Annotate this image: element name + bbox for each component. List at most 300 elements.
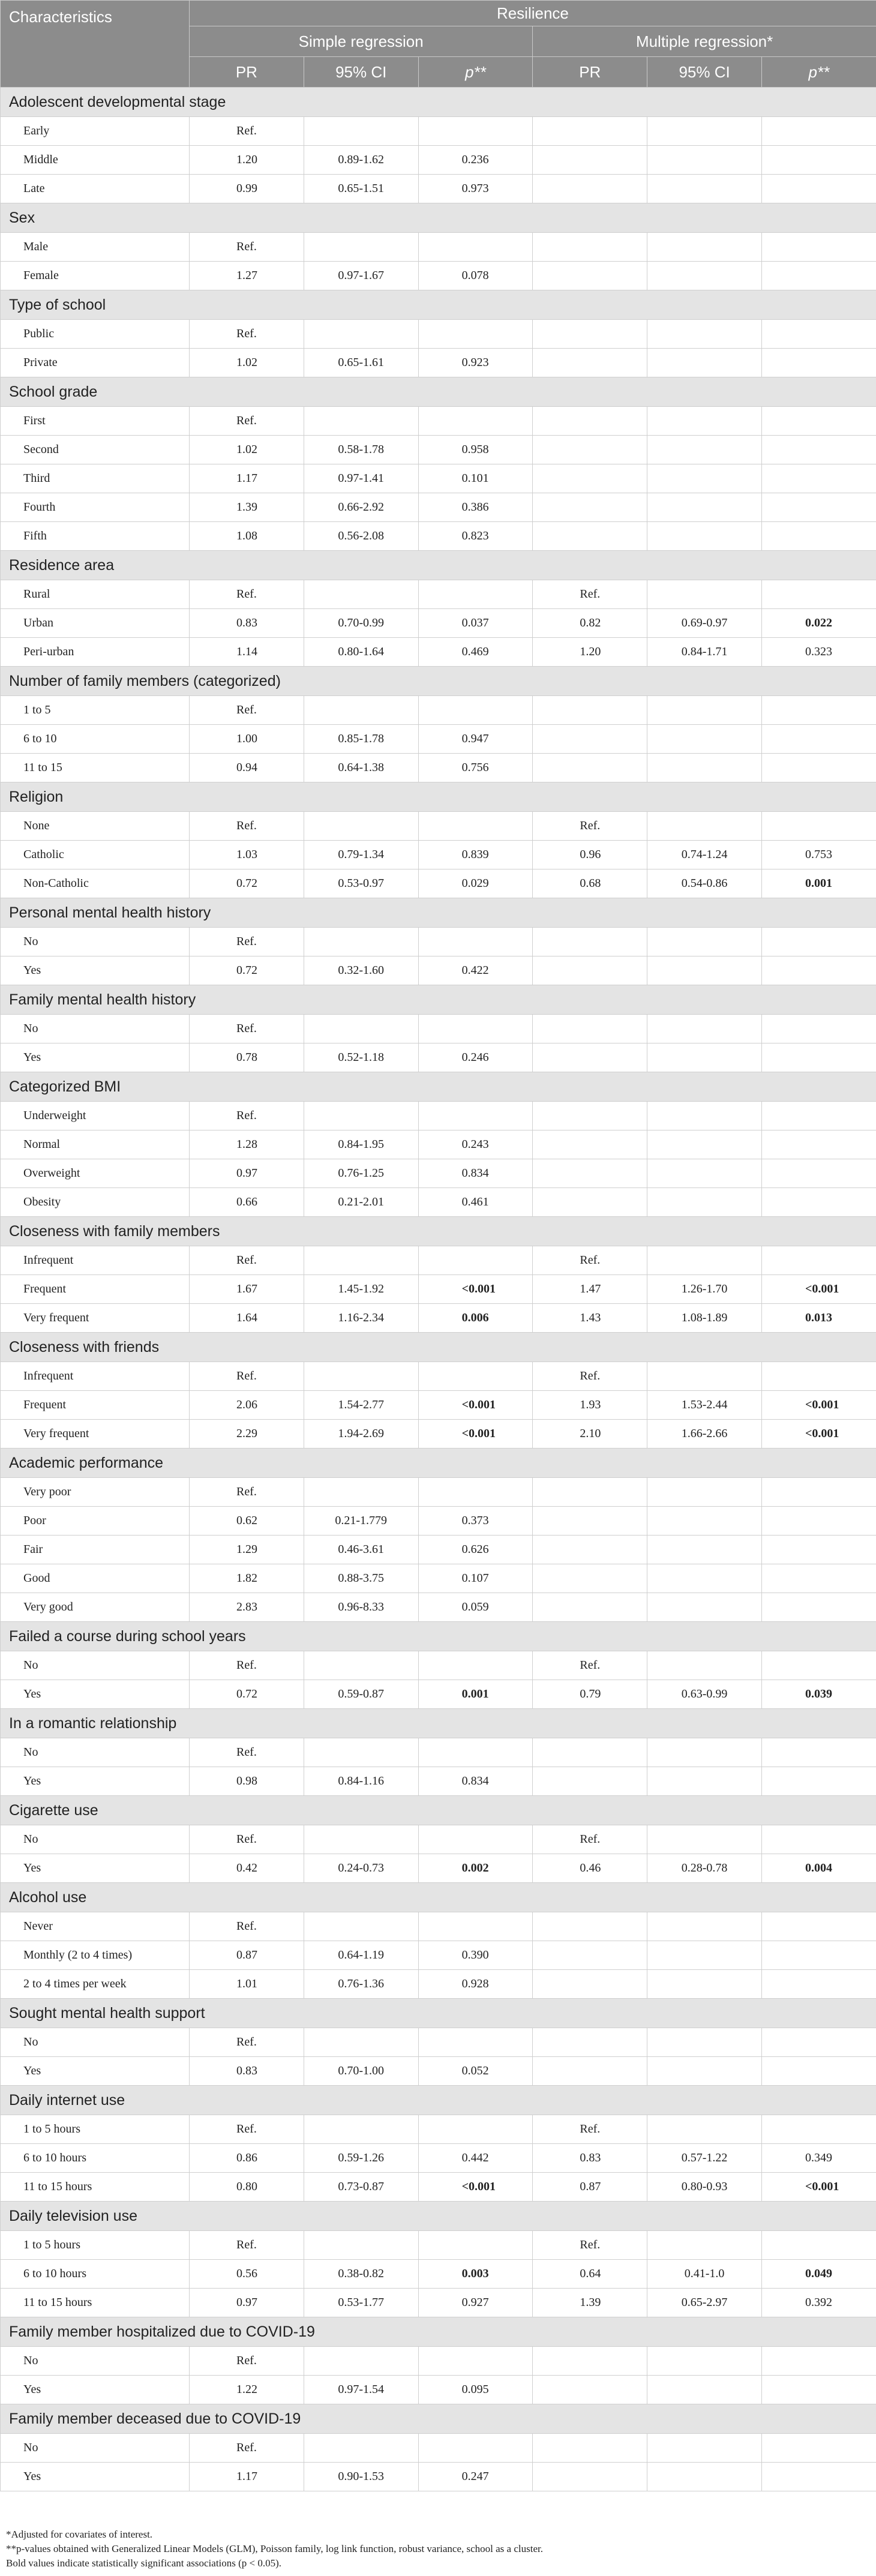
row-label: Frequent [1, 1275, 190, 1304]
multiple-pr-cell: 0.83 [533, 2144, 647, 2173]
table-row [1, 956, 876, 985]
simple-ci-cell: 0.32-1.60 [304, 956, 418, 985]
table-row [1, 2376, 876, 2404]
multiple-p-value-cell [761, 956, 876, 985]
simple-p-value-cell [418, 1102, 533, 1130]
row-label: 2 to 4 times per week [1, 1970, 190, 1999]
simple-ci-cell: 0.52-1.18 [304, 1043, 418, 1072]
simple-pr-cell: Ref. [190, 2231, 304, 2260]
multiple-ci-cell [647, 1825, 762, 1854]
simple-pr-cell: Ref. [190, 1362, 304, 1391]
simple-p-value-cell: 0.247 [418, 2463, 533, 2491]
simple-p-header: p** [418, 57, 533, 88]
row-label: Yes [1, 1767, 190, 1796]
table-row [1, 1680, 876, 1709]
simple-ci-cell: 0.84-1.95 [304, 1130, 418, 1159]
multiple-pr-cell: 0.82 [533, 609, 647, 638]
row-label: Normal [1, 1130, 190, 1159]
section-row [1, 88, 876, 117]
multiple-pr-cell: 0.68 [533, 869, 647, 898]
simple-pr-cell: Ref. [190, 1825, 304, 1854]
simple-ci-cell: 0.97-1.54 [304, 2376, 418, 2404]
simple-pr-cell: 0.56 [190, 2260, 304, 2289]
multiple-p-value-cell [761, 320, 876, 349]
simple-p-value-cell [418, 1015, 533, 1043]
simple-p-value-cell: <0.001 [418, 2173, 533, 2202]
simple-ci-header: 95% CI [304, 57, 418, 88]
row-label: No [1, 928, 190, 956]
row-label: 11 to 15 hours [1, 2289, 190, 2317]
multiple-p-value-cell [761, 1651, 876, 1680]
multiple-p-value-cell [761, 2463, 876, 2491]
row-label: Very good [1, 1593, 190, 1622]
simple-pr-cell: 1.29 [190, 1536, 304, 1564]
section-title: Closeness with family members [1, 1217, 876, 1246]
row-label: Very poor [1, 1478, 190, 1507]
multiple-p-value-cell: 0.392 [761, 2289, 876, 2317]
simple-p-value-cell: 0.390 [418, 1941, 533, 1970]
section-row [1, 2086, 876, 2115]
section-title: Alcohol use [1, 1883, 876, 1912]
simple-pr-cell: 0.94 [190, 754, 304, 782]
simple-pr-cell: 0.72 [190, 869, 304, 898]
table-row [1, 175, 876, 203]
multiple-pr-cell [533, 146, 647, 175]
table-row [1, 1159, 876, 1188]
simple-ci-cell [304, 1478, 418, 1507]
simple-ci-cell: 0.90-1.53 [304, 2463, 418, 2491]
table-row [1, 841, 876, 869]
row-label: Good [1, 1564, 190, 1593]
simple-ci-cell [304, 812, 418, 841]
simple-pr-cell: Ref. [190, 233, 304, 262]
simple-p-value-cell [418, 320, 533, 349]
multiple-pr-cell [533, 436, 647, 464]
section-title: Adolescent developmental stage [1, 88, 876, 117]
simple-p-value-cell: 0.386 [418, 493, 533, 522]
section-title: Sex [1, 203, 876, 233]
multiple-ci-cell [647, 1912, 762, 1941]
simple-p-value-cell [418, 1478, 533, 1507]
simple-pr-cell: Ref. [190, 2347, 304, 2376]
simple-p-value-cell [418, 2028, 533, 2057]
simple-ci-cell: 0.97-1.41 [304, 464, 418, 493]
multiple-p-value-cell [761, 928, 876, 956]
multiple-ci-cell [647, 2463, 762, 2491]
simple-pr-cell: 0.62 [190, 1507, 304, 1536]
simple-p-value-cell [418, 580, 533, 609]
simple-pr-cell: Ref. [190, 407, 304, 436]
multiple-p-value-cell [761, 349, 876, 377]
multiple-p-value-cell [761, 2347, 876, 2376]
multiple-ci-cell [647, 146, 762, 175]
multiple-ci-cell [647, 1130, 762, 1159]
row-label: Yes [1, 1680, 190, 1709]
multiple-ci-cell [647, 233, 762, 262]
multiple-p-value-cell [761, 1767, 876, 1796]
row-label: No [1, 2028, 190, 2057]
table-row [1, 2028, 876, 2057]
simple-p-value-cell [418, 812, 533, 841]
simple-pr-cell: 0.80 [190, 2173, 304, 2202]
table-row [1, 696, 876, 725]
multiple-ci-header: 95% CI [647, 57, 762, 88]
row-label: Monthly (2 to 4 times) [1, 1941, 190, 1970]
multiple-pr-cell [533, 262, 647, 290]
row-label: 6 to 10 hours [1, 2260, 190, 2289]
simple-ci-cell [304, 1015, 418, 1043]
multiple-ci-cell [647, 1564, 762, 1593]
table-row [1, 2057, 876, 2086]
row-label: 6 to 10 hours [1, 2144, 190, 2173]
simple-ci-cell: 0.89-1.62 [304, 146, 418, 175]
simple-pr-cell: Ref. [190, 1246, 304, 1275]
multiple-p-value-cell [761, 2231, 876, 2260]
multiple-ci-cell: 1.26-1.70 [647, 1275, 762, 1304]
row-label: Late [1, 175, 190, 203]
section-row [1, 2202, 876, 2231]
simple-pr-cell: 0.97 [190, 1159, 304, 1188]
table-row [1, 1854, 876, 1883]
simple-pr-cell: Ref. [190, 1651, 304, 1680]
multiple-ci-cell [647, 1941, 762, 1970]
multiple-pr-cell [533, 928, 647, 956]
multiple-pr-cell [533, 1912, 647, 1941]
simple-pr-cell: 2.29 [190, 1420, 304, 1449]
simple-ci-cell: 0.85-1.78 [304, 725, 418, 754]
table-row [1, 580, 876, 609]
multiple-ci-cell [647, 1362, 762, 1391]
multiple-pr-cell [533, 117, 647, 146]
table-row [1, 1015, 876, 1043]
multiple-pr-cell [533, 1941, 647, 1970]
multiple-ci-cell [647, 175, 762, 203]
simple-p-value-cell: 0.422 [418, 956, 533, 985]
simple-ci-cell [304, 2028, 418, 2057]
multiple-regression-header: Multiple regression* [533, 26, 876, 57]
simple-ci-cell: 0.59-0.87 [304, 1680, 418, 1709]
table-row [1, 1912, 876, 1941]
multiple-pr-cell: 2.10 [533, 1420, 647, 1449]
section-row [1, 667, 876, 696]
simple-p-value-cell: 0.101 [418, 464, 533, 493]
multiple-pr-cell [533, 956, 647, 985]
section-row [1, 898, 876, 928]
simple-pr-cell: 0.83 [190, 2057, 304, 2086]
multiple-p-value-cell: <0.001 [761, 1391, 876, 1420]
simple-pr-cell: 0.83 [190, 609, 304, 638]
multiple-ci-cell [647, 117, 762, 146]
simple-pr-cell: 1.82 [190, 1564, 304, 1593]
multiple-p-value-cell [761, 2115, 876, 2144]
simple-pr-cell: 0.86 [190, 2144, 304, 2173]
multiple-pr-cell: Ref. [533, 812, 647, 841]
multiple-ci-cell: 1.08-1.89 [647, 1304, 762, 1333]
multiple-pr-cell: 0.79 [533, 1680, 647, 1709]
multiple-pr-cell: Ref. [533, 1651, 647, 1680]
simple-pr-cell: 1.17 [190, 464, 304, 493]
simple-p-value-cell [418, 1651, 533, 1680]
multiple-p-value-cell [761, 1536, 876, 1564]
table-row [1, 146, 876, 175]
section-row [1, 377, 876, 407]
simple-ci-cell [304, 2347, 418, 2376]
simple-ci-cell: 0.21-1.779 [304, 1507, 418, 1536]
simple-ci-cell: 0.88-3.75 [304, 1564, 418, 1593]
multiple-p-value-cell [761, 1564, 876, 1593]
multiple-ci-cell [647, 1970, 762, 1999]
table-row [1, 407, 876, 436]
row-label: Yes [1, 956, 190, 985]
multiple-p-value-cell [761, 2376, 876, 2404]
multiple-ci-cell [647, 754, 762, 782]
simple-ci-cell [304, 696, 418, 725]
multiple-ci-cell [647, 580, 762, 609]
simple-pr-cell: Ref. [190, 1912, 304, 1941]
simple-p-value-cell: 0.059 [418, 1593, 533, 1622]
multiple-p-value-cell: <0.001 [761, 2173, 876, 2202]
section-title: Religion [1, 782, 876, 812]
multiple-ci-cell: 0.54-0.86 [647, 869, 762, 898]
simple-pr-cell: 1.03 [190, 841, 304, 869]
simple-ci-cell: 1.54-2.77 [304, 1391, 418, 1420]
table-row [1, 928, 876, 956]
multiple-ci-cell [647, 1246, 762, 1275]
simple-p-value-cell: <0.001 [418, 1391, 533, 1420]
multiple-pr-cell [533, 1593, 647, 1622]
multiple-ci-cell [647, 1102, 762, 1130]
simple-pr-cell: 1.64 [190, 1304, 304, 1333]
row-label: Yes [1, 2057, 190, 2086]
simple-ci-cell: 0.53-0.97 [304, 869, 418, 898]
multiple-p-value-cell: <0.001 [761, 1420, 876, 1449]
multiple-pr-cell [533, 233, 647, 262]
multiple-ci-cell [647, 1015, 762, 1043]
multiple-p-value-cell [761, 1941, 876, 1970]
section-title: Sought mental health support [1, 1999, 876, 2028]
characteristics-header: Characteristics [1, 1, 190, 88]
row-label: Yes [1, 1854, 190, 1883]
section-row [1, 1709, 876, 1738]
section-row [1, 1622, 876, 1651]
simple-ci-cell: 0.70-0.99 [304, 609, 418, 638]
multiple-pr-cell: 1.43 [533, 1304, 647, 1333]
simple-ci-cell [304, 320, 418, 349]
multiple-pr-cell [533, 2376, 647, 2404]
multiple-pr-cell [533, 1767, 647, 1796]
simple-p-value-cell: 0.006 [418, 1304, 533, 1333]
row-label: Obesity [1, 1188, 190, 1217]
multiple-p-value-cell [761, 1478, 876, 1507]
multiple-pr-cell [533, 2463, 647, 2491]
simple-p-value-cell: <0.001 [418, 1420, 533, 1449]
section-row [1, 1883, 876, 1912]
multiple-pr-cell: 1.93 [533, 1391, 647, 1420]
table-row [1, 493, 876, 522]
multiple-pr-cell [533, 464, 647, 493]
row-label: Yes [1, 2376, 190, 2404]
multiple-p-value-cell [761, 233, 876, 262]
simple-p-value-cell: 0.003 [418, 2260, 533, 2289]
section-title: Number of family members (categorized) [1, 667, 876, 696]
simple-p-value-cell [418, 2231, 533, 2260]
table-row [1, 2260, 876, 2289]
multiple-pr-cell [533, 2347, 647, 2376]
table-row [1, 725, 876, 754]
multiple-pr-cell: Ref. [533, 1825, 647, 1854]
simple-ci-cell [304, 1738, 418, 1767]
row-label: 1 to 5 hours [1, 2231, 190, 2260]
section-row [1, 1796, 876, 1825]
simple-p-value-cell: 0.927 [418, 2289, 533, 2317]
table-row [1, 2347, 876, 2376]
simple-pr-cell: Ref. [190, 696, 304, 725]
simple-pr-cell: Ref. [190, 1015, 304, 1043]
table-row [1, 2231, 876, 2260]
multiple-p-value-cell [761, 1246, 876, 1275]
multiple-p-value-cell [761, 2057, 876, 2086]
simple-p-value-cell: 0.823 [418, 522, 533, 551]
multiple-pr-cell [533, 522, 647, 551]
multiple-p-value-cell: 0.022 [761, 609, 876, 638]
simple-pr-cell: 1.02 [190, 436, 304, 464]
multiple-ci-cell [647, 956, 762, 985]
multiple-ci-cell: 0.69-0.97 [647, 609, 762, 638]
multiple-ci-cell: 0.84-1.71 [647, 638, 762, 667]
multiple-pr-cell [533, 725, 647, 754]
simple-ci-cell: 0.64-1.38 [304, 754, 418, 782]
row-label: Infrequent [1, 1362, 190, 1391]
multiple-p-value-cell [761, 580, 876, 609]
simple-p-value-cell: 0.052 [418, 2057, 533, 2086]
row-label: Catholic [1, 841, 190, 869]
simple-p-value-cell [418, 928, 533, 956]
table-row [1, 1970, 876, 1999]
table-row [1, 1593, 876, 1622]
simple-ci-cell [304, 2115, 418, 2144]
simple-ci-cell: 0.66-2.92 [304, 493, 418, 522]
row-label: Very frequent [1, 1304, 190, 1333]
simple-pr-cell: 1.00 [190, 725, 304, 754]
resilience-header: Resilience [190, 1, 876, 26]
multiple-ci-cell [647, 436, 762, 464]
section-row [1, 2404, 876, 2434]
multiple-p-value-cell: 0.004 [761, 1854, 876, 1883]
simple-pr-header: PR [190, 57, 304, 88]
multiple-ci-cell [647, 493, 762, 522]
table-row [1, 2434, 876, 2463]
multiple-p-value-cell [761, 262, 876, 290]
section-row [1, 1449, 876, 1478]
simple-pr-cell: 0.66 [190, 1188, 304, 1217]
simple-regression-header: Simple regression [190, 26, 533, 57]
multiple-p-value-cell [761, 1912, 876, 1941]
simple-ci-cell: 1.16-2.34 [304, 1304, 418, 1333]
table-row [1, 1825, 876, 1854]
simple-pr-cell: 1.28 [190, 1130, 304, 1159]
simple-ci-cell: 0.76-1.25 [304, 1159, 418, 1188]
multiple-p-value-cell [761, 1738, 876, 1767]
row-label: Private [1, 349, 190, 377]
multiple-pr-cell [533, 1188, 647, 1217]
simple-pr-cell: 1.08 [190, 522, 304, 551]
multiple-p-value-cell [761, 1507, 876, 1536]
simple-ci-cell: 0.84-1.16 [304, 1767, 418, 1796]
simple-ci-cell [304, 928, 418, 956]
table-body [1, 88, 876, 2491]
multiple-p-value-cell: 0.753 [761, 841, 876, 869]
simple-p-value-cell: 0.373 [418, 1507, 533, 1536]
table-row [1, 1275, 876, 1304]
multiple-ci-cell [647, 2231, 762, 2260]
multiple-ci-cell [647, 2115, 762, 2144]
multiple-pr-cell: Ref. [533, 2231, 647, 2260]
section-title: Cigarette use [1, 1796, 876, 1825]
simple-ci-cell: 0.76-1.36 [304, 1970, 418, 1999]
multiple-ci-cell [647, 1767, 762, 1796]
row-label: No [1, 1651, 190, 1680]
multiple-ci-cell [647, 1188, 762, 1217]
simple-pr-cell: Ref. [190, 320, 304, 349]
multiple-ci-cell [647, 1478, 762, 1507]
simple-pr-cell: 1.17 [190, 2463, 304, 2491]
section-row [1, 2317, 876, 2347]
section-row [1, 985, 876, 1015]
section-title: Family member deceased due to COVID-19 [1, 2404, 876, 2434]
multiple-ci-cell [647, 1593, 762, 1622]
multiple-ci-cell [647, 2376, 762, 2404]
row-label: First [1, 407, 190, 436]
table-row [1, 320, 876, 349]
table-row [1, 436, 876, 464]
row-label: Fourth [1, 493, 190, 522]
table-row [1, 1738, 876, 1767]
row-label: Middle [1, 146, 190, 175]
table-row [1, 1507, 876, 1536]
table-row [1, 869, 876, 898]
table-row [1, 1478, 876, 1507]
multiple-pr-cell [533, 1478, 647, 1507]
simple-pr-cell: Ref. [190, 1102, 304, 1130]
multiple-ci-cell [647, 464, 762, 493]
row-label: Overweight [1, 1159, 190, 1188]
multiple-pr-cell: 0.96 [533, 841, 647, 869]
multiple-ci-cell [647, 2057, 762, 2086]
simple-pr-cell: 1.20 [190, 146, 304, 175]
simple-p-value-cell: 0.947 [418, 725, 533, 754]
multiple-p-value-cell [761, 146, 876, 175]
multiple-p-value-cell [761, 407, 876, 436]
multiple-pr-cell: Ref. [533, 2115, 647, 2144]
simple-p-value-cell [418, 1362, 533, 1391]
simple-p-value-cell: 0.461 [418, 1188, 533, 1217]
table-row [1, 1130, 876, 1159]
table-row [1, 1188, 876, 1217]
simple-p-value-cell [418, 233, 533, 262]
simple-p-value-cell: 0.839 [418, 841, 533, 869]
multiple-pr-cell [533, 1738, 647, 1767]
multiple-ci-cell [647, 1043, 762, 1072]
simple-ci-cell [304, 1362, 418, 1391]
row-label: Fifth [1, 522, 190, 551]
row-label: No [1, 2347, 190, 2376]
row-label: None [1, 812, 190, 841]
multiple-ci-cell [647, 696, 762, 725]
multiple-pr-cell [533, 754, 647, 782]
table-row [1, 349, 876, 377]
simple-p-value-cell: 0.246 [418, 1043, 533, 1072]
simple-ci-cell: 0.53-1.77 [304, 2289, 418, 2317]
